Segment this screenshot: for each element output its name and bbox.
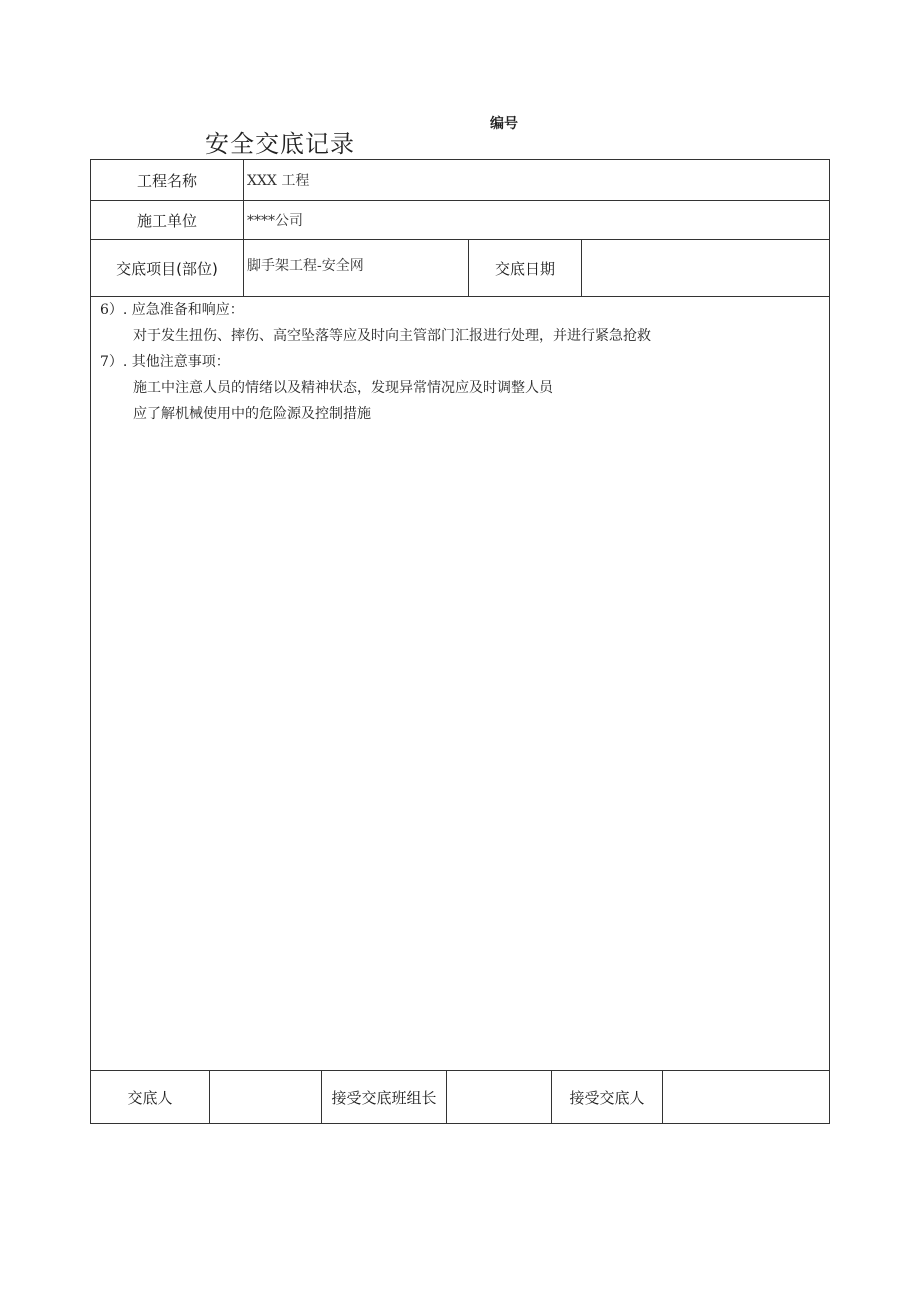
briefing-content [91, 297, 829, 427]
team-leader-signature-field[interactable] [447, 1071, 551, 1124]
contractor-label: 施工单位 [136, 211, 197, 230]
briefer-signature-field[interactable] [210, 1071, 321, 1124]
serial-number-label: 编号 [490, 116, 518, 132]
section-6-line: 对于发生扭伤、摔伤、高空坠落等应及时向主管部门汇报进行处理，并进行紧急抢救 [133, 328, 651, 344]
receiver-label: 接受交底人 [569, 1089, 645, 1107]
safety-briefing-form [90, 159, 830, 1124]
section-7-heading: 7）. 其他注意事项： [100, 354, 230, 370]
briefer-label: 交底人 [127, 1089, 173, 1107]
briefing-date-value[interactable] [582, 240, 829, 296]
briefing-item-value[interactable]: 脚手架工程-安全网 [247, 258, 364, 274]
section-7-line: 应了解机械使用中的危险源及控制措施 [133, 406, 371, 422]
project-name-value[interactable]: XXX 工程 [247, 173, 310, 189]
briefing-date-label: 交底日期 [494, 259, 555, 278]
team-leader-label: 接受交底班组长 [331, 1089, 437, 1107]
project-name-label: 工程名称 [136, 171, 197, 190]
page-title: 安全交底记录 [205, 130, 355, 158]
section-6-heading: 6）. 应急准备和响应： [100, 302, 244, 318]
section-7-line: 施工中注意人员的情绪以及精神状态，发现异常情况应及时调整人员 [133, 380, 553, 396]
briefing-item-label: 交底项目(部位) [116, 259, 218, 278]
contractor-value[interactable]: ****公司 [247, 213, 303, 229]
receiver-signature-field[interactable] [663, 1071, 829, 1124]
